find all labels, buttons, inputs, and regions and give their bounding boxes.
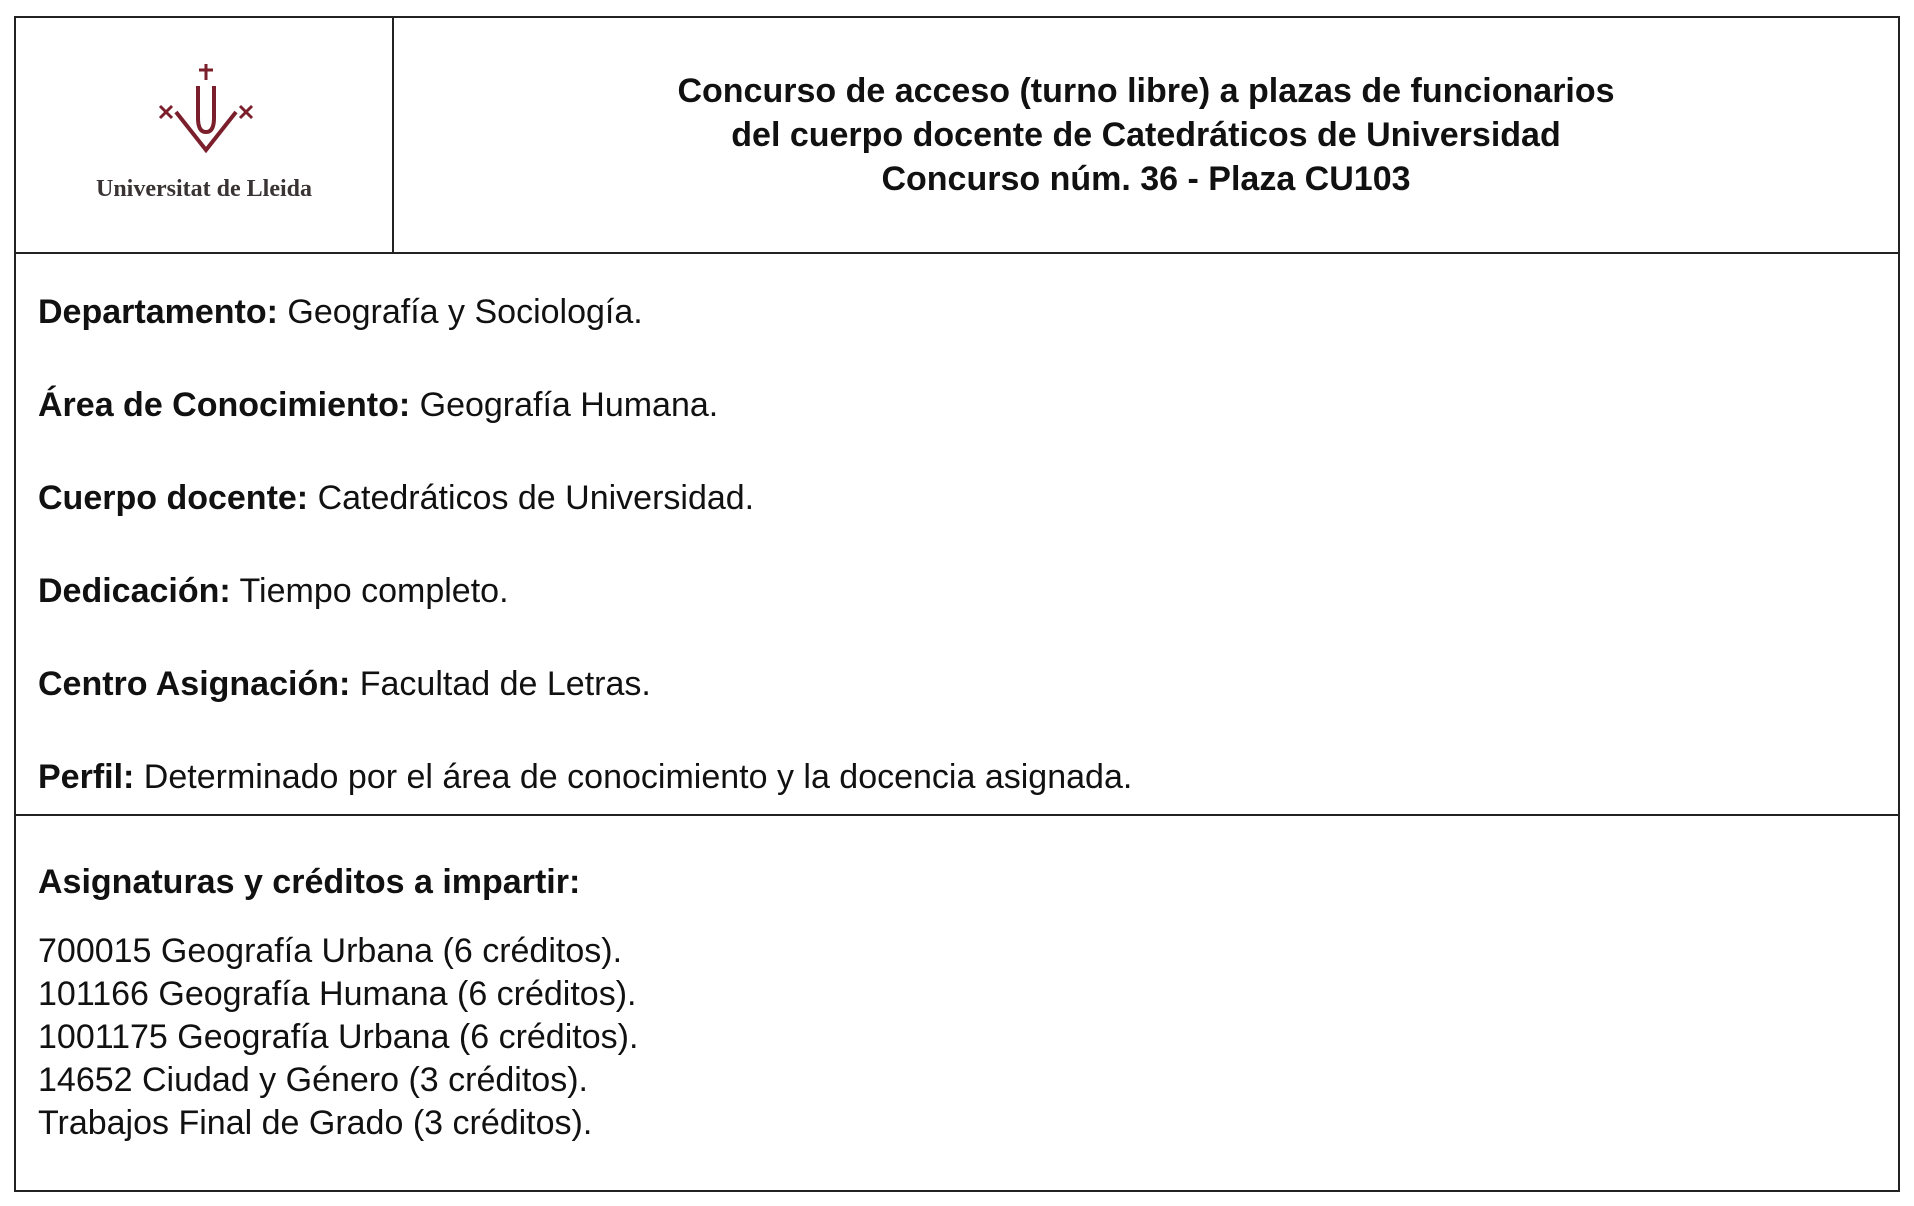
field-label: Perfil: xyxy=(38,758,135,796)
subject-item: 700015 Geografía Urbana (6 créditos). xyxy=(38,932,623,970)
document-title xyxy=(394,18,1898,252)
title-line-3: Concurso núm. 36 - Plaza CU103 xyxy=(881,160,1411,198)
subject-item: 1001175 Geografía Urbana (6 créditos). xyxy=(38,1018,639,1056)
subject-list xyxy=(38,930,638,1145)
field-label: Centro Asignación: xyxy=(38,665,351,703)
title-line-2: del cuerpo docente de Catedráticos de Universidad xyxy=(731,116,1561,154)
field-centro xyxy=(38,664,651,704)
field-departamento xyxy=(38,292,643,332)
logo-cell xyxy=(16,18,394,252)
field-perfil xyxy=(38,757,1132,797)
university-logo-icon xyxy=(146,60,266,170)
field-value: Geografía y Sociología. xyxy=(277,293,643,331)
title-line-1: Concurso de acceso (turno libre) a plazas de funcionarios xyxy=(677,72,1615,110)
field-label: Dedicación: xyxy=(38,572,231,610)
document-header xyxy=(16,18,1898,254)
field-dedicacion xyxy=(38,571,509,611)
field-label: Departamento: xyxy=(38,293,278,331)
subjects-section xyxy=(16,816,1898,1190)
position-details xyxy=(16,254,1898,816)
field-value: Geografía Humana. xyxy=(410,386,719,424)
field-label: Área de Conocimiento: xyxy=(38,386,411,424)
field-value: Determinado por el área de conocimiento y la docencia asignada. xyxy=(134,758,1133,796)
field-value: Tiempo completo. xyxy=(230,572,509,610)
subject-item: 101166 Geografía Humana (6 créditos). xyxy=(38,975,637,1013)
field-cuerpo xyxy=(38,478,754,518)
subjects-heading: Asignaturas y créditos a impartir: xyxy=(38,863,581,901)
field-value: Facultad de Letras. xyxy=(350,665,651,703)
field-value: Catedráticos de Universidad. xyxy=(308,479,755,517)
field-label: Cuerpo docente: xyxy=(38,479,309,517)
subject-item: Trabajos Final de Grado (3 créditos). xyxy=(38,1104,593,1142)
university-name: Universitat de Lleida xyxy=(96,176,312,202)
subject-item: 14652 Ciudad y Género (3 créditos). xyxy=(38,1061,588,1099)
document-frame xyxy=(14,16,1900,1192)
field-area xyxy=(38,385,718,425)
